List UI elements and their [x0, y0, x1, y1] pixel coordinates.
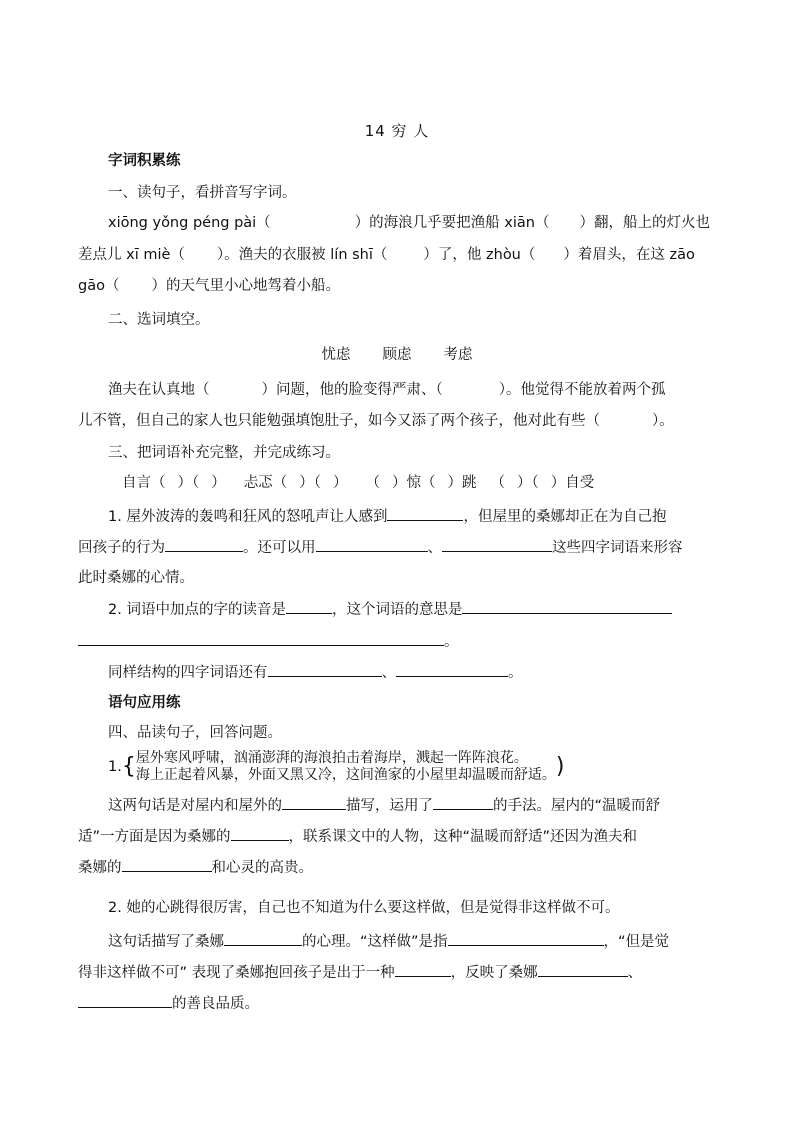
quoted-sentences: 1.{ 屋外寒风呼啸，汹涌澎湃的海浪拍击着海岸，溅起一阵阵浪花。 海上正起着风暴，外面又黑又冷，这间渔家的小屋里却温暖而舒适。 )	[108, 750, 565, 783]
question-4-heading: 四、品读句子，回答问题。	[108, 725, 282, 741]
answer-blank[interactable]	[538, 962, 628, 977]
idiom-completion-row: 自言（ ）（ ） 忐忑（ ）（ ） （ ）惊（ ）跳 （ ）（ ）自受	[122, 475, 595, 491]
word-choice-2: 顾虑	[382, 347, 412, 363]
question-4-part-2-line-1: 这句话描写了桑娜 的心理。“这样做”是指 ，“但是觉	[108, 931, 718, 953]
answer-blank[interactable]	[78, 993, 172, 1008]
word-choice-1: 忧虑	[321, 347, 351, 363]
question-4-part-1-line-2: 适”一方面是因为桑娜的 ，联系课文中的人物，这种“温暖而舒适”还因为渔夫和	[78, 826, 718, 848]
section-heading-sentences: 语句应用练	[108, 695, 181, 711]
question-4-part-2-line-3: 的善良品质。	[78, 993, 718, 1015]
question-3-part-3: 同样结构的四字词语还有 、 。	[108, 662, 718, 684]
question-2-line-2: 儿不管，但自己的家人也只能勉强填饱肚子，如今又添了两个孩子，他对此有些（ ）。	[78, 413, 674, 429]
answer-blank[interactable]	[282, 795, 346, 810]
question-3-part-1-line-1: 1. 屋外波涛的轰鸣和狂风的怒吼声让人感到 ，但屋里的桑娜却正在为自己抱	[108, 506, 718, 528]
answer-blank[interactable]	[122, 857, 212, 872]
answer-blank[interactable]	[316, 537, 428, 552]
question-2-line-1: 渔夫在认真地（ ）问题，他的脸变得严肃、（ ）。他觉得不能放着两个孤	[108, 382, 666, 398]
quoted-sentence-1: 屋外寒风呼啸，汹涌澎湃的海浪拍击着海岸，溅起一阵阵浪花。	[135, 750, 528, 766]
question-4-part-2-line-2: 得非这样做不可” 表现了桑娜抱回孩子是出于一种 ，反映了桑娜 、	[78, 962, 718, 984]
question-1-line-2: 差点儿 xī miè（ ）。渔夫的衣服被 lín shī（ ）了，他 zhòu（ ）着眉头，在这 zāo	[78, 247, 695, 263]
answer-blank[interactable]	[165, 537, 243, 552]
section-heading-vocabulary: 字词积累练	[108, 153, 181, 169]
answer-blank[interactable]	[231, 826, 289, 841]
answer-blank[interactable]	[286, 599, 332, 614]
word-choice-3: 考虑	[443, 347, 473, 363]
answer-blank[interactable]	[78, 631, 444, 646]
right-brace: )	[555, 754, 565, 779]
left-brace: {	[121, 754, 136, 779]
answer-blank[interactable]	[442, 537, 552, 552]
question-3-heading: 三、把词语补充完整，并完成练习。	[108, 445, 340, 461]
answer-blank[interactable]	[387, 506, 463, 521]
question-3-part-2-line-2: 。	[78, 631, 718, 653]
question-4-part-1-line-1: 这两句话是对屋内和屋外的 描写，运用了 的手法。屋内的“温暖而舒	[108, 795, 718, 817]
answer-blank[interactable]	[268, 662, 382, 677]
question-1-line-1: xiōng yǒng péng pài（ ）的海浪几乎要把渔船 xiān（ ）翻，船上的灯火也	[108, 215, 710, 231]
question-2-heading: 二、选词填空。	[108, 312, 210, 328]
question-4-part-2-sentence: 2. 她的心跳得很厉害，自己也不知道为什么要这样做，但是觉得非这样做不可。	[108, 900, 620, 916]
answer-blank[interactable]	[433, 795, 493, 810]
question-3-part-1-line-2: 回孩子的行为 。还可以用 、 这些四字词语来形容	[78, 537, 718, 559]
answer-blank[interactable]	[395, 962, 451, 977]
question-1-heading: 一、读句子，看拼音写字词。	[108, 185, 297, 201]
answer-blank[interactable]	[462, 599, 672, 614]
answer-blank[interactable]	[224, 931, 302, 946]
answer-blank[interactable]	[448, 931, 604, 946]
question-3-part-1-line-3: 此时桑娜的心情。	[78, 570, 194, 586]
answer-blank[interactable]	[396, 662, 508, 677]
question-4-part-1-line-3: 桑娜的 和心灵的高贵。	[78, 857, 718, 879]
word-choices	[0, 344, 794, 366]
question-1-line-3: gāo（ ）的天气里小心地驾着小船。	[78, 278, 340, 294]
question-3-part-2-line-1: 2. 词语中加点的字的读音是 ，这个词语的意思是	[108, 599, 718, 621]
page-title: 14 穷 人	[364, 122, 430, 140]
quoted-sentence-2: 海上正起着风暴，外面又黑又冷，这间渔家的小屋里却温暖而舒适。	[135, 767, 556, 783]
